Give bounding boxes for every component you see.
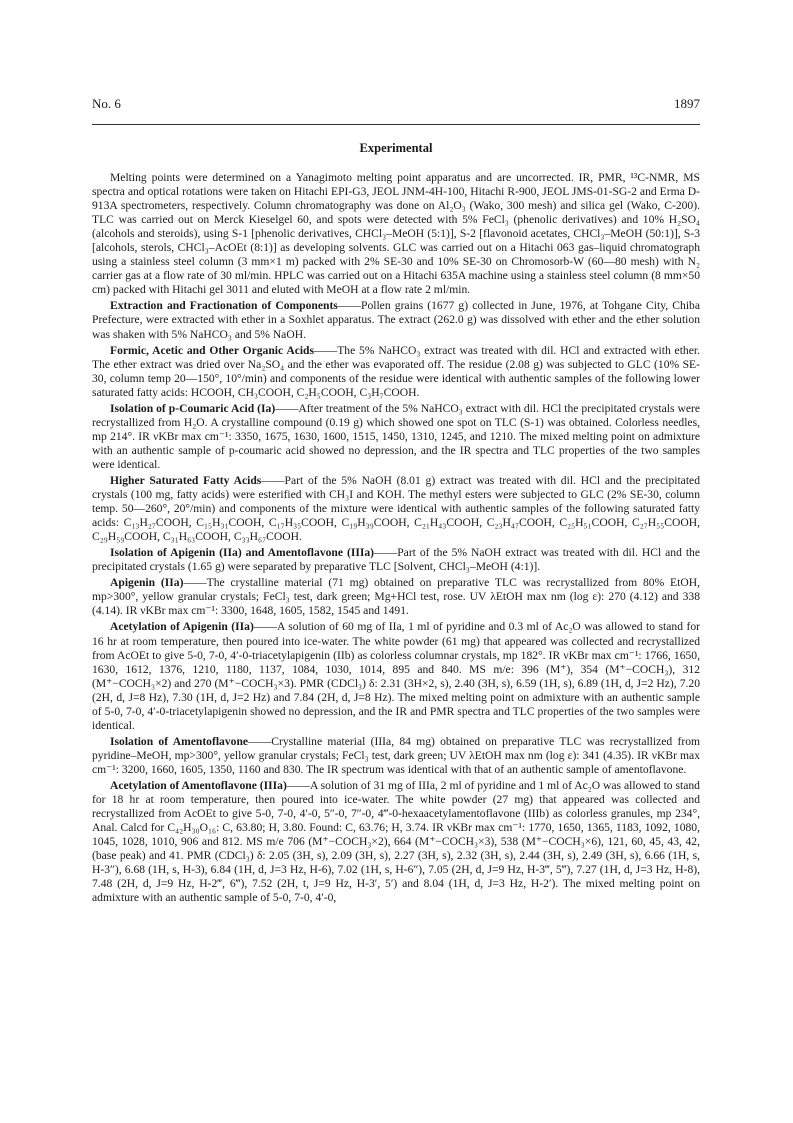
- paragraph-text: ——Part of the 5% NaOH (8.01 g) extract was treated with dil. HCl and the precipitated crystals (100 mg, fatty acids) were esterified with CH₃I and KOH. The methyl esters were subjected to GLC (2% SE-30, column temp. 50—260°, 20°/min) and components of the mixture were identical with authentic samples of the following saturated fatty acids: C₁₃H₂₇COOH, C₁₅H₃₁COOH, C₁₇H₃₅COOH, C₁₉H₃₉COOH, C₂₁H₄₃COOH, C₂₃H₄₇COOH, C₂₅H₅₁COOH, C₂₇H₅₅COOH, C₂₉H₅₉COOH, C₃₁H₆₃COOH, C₃₃H₆₇COOH.: [92, 473, 700, 544]
- paragraph-apigenin: [92, 576, 700, 618]
- paragraph-text: Melting points were determined on a Yanagimoto melting point apparatus and are uncorrected. IR, PMR, ¹³C-NMR, MS spectra and optical rotations were taken on Hitachi EPI-G3, JEOL JNM-4H-100, Hitachi R-900, JEOL JMS-01-SG-2 and Erma D-913A spectrometers, respectively. Column chromatography was done on Al₂O₃ (Wako, 300 mesh) and silica gel (Wako, C-200). TLC was carried out on Merck Kieselgel 60, and spots were detected with 5% FeCl₃ (phenolic derivatives) and 10% H₂SO₄ (alcohols and steroids), using S-1 [phenolic derivatives, CHCl₃–MeOH (5:1)], S-2 [flavonoid acetates, CHCl₃–MeOH (50:1)], S-3 [alcohols, sterols, CHCl₃–AcOEt (8:1)] as developing solvents. GLC was carried out on a Hitachi 063 gas–liquid chromatograph using a stainless steel column (3 mm×1 m) packed with 2% SE-30 and 10% SE-30 on Chromosorb-W (60—80 mesh) with N₂ carrier gas at a flow rate of 30 ml/min. HPLC was carried out on a Hitachi 635A machine using a stainless steel column (8 mm×50 cm) packed with Hitachi gel 3011 and eluted with MeOH at a flow rate 2 ml/min.: [92, 171, 700, 297]
- paragraph-general-methods: [92, 171, 700, 297]
- paragraph-coumaric-acid: [92, 402, 700, 472]
- paragraph-heading: Isolation of Apigenin (IIa) and Amentoflavone (IIIa): [110, 546, 375, 560]
- header-rule: [92, 124, 700, 125]
- paragraph-text: ——After treatment of the 5% NaHCO₃ extract with dil. HCl the precipitated crystals were recrystallized from H₂O. A crystalline compound (0.19 g) which showed one spot on TLC (S-1) was obtained. Colorless needles, mp 214°. IR νKBr max cm⁻¹: 3350, 1675, 1630, 1600, 1515, 1450, 1310, 1245, and 1210. The mixed melting point on admixture with an authentic sample of p-coumaric acid showed no depression, and the IR spectra and TLC properties of the two samples were identical.: [92, 401, 701, 471]
- paragraph-isolation-amentoflavone: [92, 735, 700, 777]
- page-number: 1897: [674, 96, 700, 111]
- paragraph-fatty-acids: [92, 474, 700, 544]
- section-title: Experimental: [359, 141, 433, 155]
- paragraph-heading: Isolation of p-Coumaric Acid (Ia): [110, 401, 276, 415]
- paragraph-organic-acids: [92, 344, 700, 400]
- paragraph-text: ——The 5% NaHCO₃ extract was treated with dil. HCl and extracted with ether. The ether extract was dried over Na₂SO₄ and the ether was evaporated off. The residue (2.08 g) was subjected to GLC (10% SE-30, column temp 20—150°, 10°/min) and components of the residue were identical with authentic samples of the following lower saturated fatty acids: HCOOH, CH₃COOH, C₂H₅COOH, C₃H₇COOH.: [92, 343, 700, 399]
- paragraph-acetylation-amentoflavone: [92, 779, 700, 905]
- article-body: [92, 171, 700, 907]
- paragraph-heading: Isolation of Amentoflavone: [110, 734, 249, 748]
- paragraph-heading: Higher Saturated Fatty Acids: [110, 473, 262, 487]
- paragraph-heading: Extraction and Fractionation of Components: [110, 299, 338, 313]
- paragraph-text: ——Pollen grains (1677 g) collected in June, 1976, at Tohgane City, Chiba Prefecture, were extracted with ether in a Soxhlet apparatus. The extract (262.0 g) was dissolved with ether and the ether solution was shaken with 5% NaHCO₃ and 5% NaOH.: [92, 299, 700, 341]
- paragraph-text: ——A solution of 60 mg of IIa, 1 ml of pyridine and 0.3 ml of Ac₂O was allowed to stand for 16 hr at room temperature, then poured into ice-water. The white powder (61 mg) that appeared was collected and recrystallized from AcOEt to give 5-0, 7-0, 4′-0-triacetylapigenin (IIb) as colorless columnar crystals, mp 182°. IR νKBr max cm⁻¹: 1766, 1650, 1630, 1612, 1376, 1210, 1180, 1137, 1084, 1030, 1014, 895 and 840. MS m/e: 396 (M⁺), 354 (M⁺−COCH₃), 312 (M⁺−COCH₃×2) and 270 (M⁺−COCH₃×3). PMR (CDCl₃) δ: 2.31 (3H×2, s), 2.40 (3H, s), 6.59 (1H, s), 6.89 (1H, d, J=2 Hz), 7.20 (2H, d, J=8 Hz), 7.30 (1H, d, J=2 Hz) and 7.84 (2H, d, J=8 Hz). The mixed melting point on admixture with an authentic sample of 5-0, 7-0, 4′-0-triacetylapigenin showed no depression, and the IR and PMR spectra and TLC properties of the two samples were identical.: [92, 620, 701, 732]
- paragraph-heading: Acetylation of Apigenin (IIa): [110, 620, 254, 634]
- paragraph-text: ——A solution of 31 mg of IIIa, 2 ml of pyridine and 1 ml of Ac₂O was allowed to stand for 18 hr at room temperature, then poured into ice-water. The white powder (27 mg) that appeared was collected and recrystallized from AcOEt to give 5-0, 7-0, 4′-0, 5″-0, 7″-0, 4‴-0-hexaacetylamentoflavone (IIIb) as colorless granules, mp 234°, Anal. Calcd for C₄₂H₃₀O₁₆: C, 63.80; H, 3.80. Found: C, 63.76; H, 3.74. IR νKBr max cm⁻¹: 1770, 1650, 1365, 1183, 1092, 1080, 1045, 1028, 1010, 906 and 812. MS m/e 706 (M⁺−COCH₃×2), 664 (M⁺−COCH₃×3), 538 (M⁺−COCH₃×6), 121, 60, 45, 43, 42, (base peak) and 41. PMR (CDCl₃) δ: 2.05 (3H, s), 2.09 (3H, s), 2.27 (3H, s), 2.32 (3H, s), 2.44 (3H, s), 2.49 (3H, s), 6.66 (1H, s, H-3″), 6.68 (1H, s, H-3), 6.84 (1H, d, J=3 Hz, H-6), 7.02 (1H, s, H-6″), 7.05 (2H, d, J=9 Hz, H-3‴, 5‴), 7.27 (1H, d, J=3 Hz, H-8), 7.48 (2H, d, J=9 Hz, H-2‴, 6‴), 7.52 (2H, t, J=9 Hz, H-3′, 5′) and 8.04 (1H, d, J=3 Hz, H-2′). The mixed melting point on admixture with an authentic sample of 5-0, 7-0, 4′-0,: [92, 778, 700, 905]
- paragraph-text: ——Crystalline material (IIIa, 84 mg) obtained on preparative TLC was recrystallized from pyridine–MeOH, mp>300°, yellow granular crystals; FeCl₃ test, dark green; UV λEtOH max nm (log ε): 341 (4.35). IR νKBr max cm⁻¹: 3200, 1660, 1605, 1350, 1160 and 830. The IR spectrum was identical with that of an authentic sample of amentoflavone.: [92, 734, 701, 776]
- paragraph-heading: Apigenin (IIa): [110, 576, 184, 590]
- paragraph-text: ——Part of the 5% NaOH extract was treated with dil. HCl and the precipitated crystals (1.65 g) were separated by preparative TLC [Solvent, CHCl₃–MeOH (4:1)].: [92, 546, 700, 574]
- paragraph-acetylation-apigenin: [92, 620, 700, 732]
- paragraph-extraction: [92, 299, 700, 341]
- running-header: [92, 96, 700, 116]
- issue-number: No. 6: [92, 96, 121, 111]
- paragraph-heading: Formic, Acetic and Other Organic Acids: [110, 343, 315, 357]
- paragraph-text: ——The crystalline material (71 mg) obtained on preparative TLC was recrystallized from 80% EtOH, mp>300°, yellow granular crystals; FeCl₃ test, dark green; Mg+HCl test, rose. UV λEtOH max nm (log ε): 270 (4.12) and 338 (4.14). IR νKBr max cm⁻¹: 3300, 1648, 1605, 1582, 1545 and 1491.: [92, 576, 700, 618]
- paragraph-isolation-apigenin-amentoflavone: [92, 546, 700, 574]
- paragraph-heading: Acetylation of Amentoflavone (IIIa): [110, 778, 287, 792]
